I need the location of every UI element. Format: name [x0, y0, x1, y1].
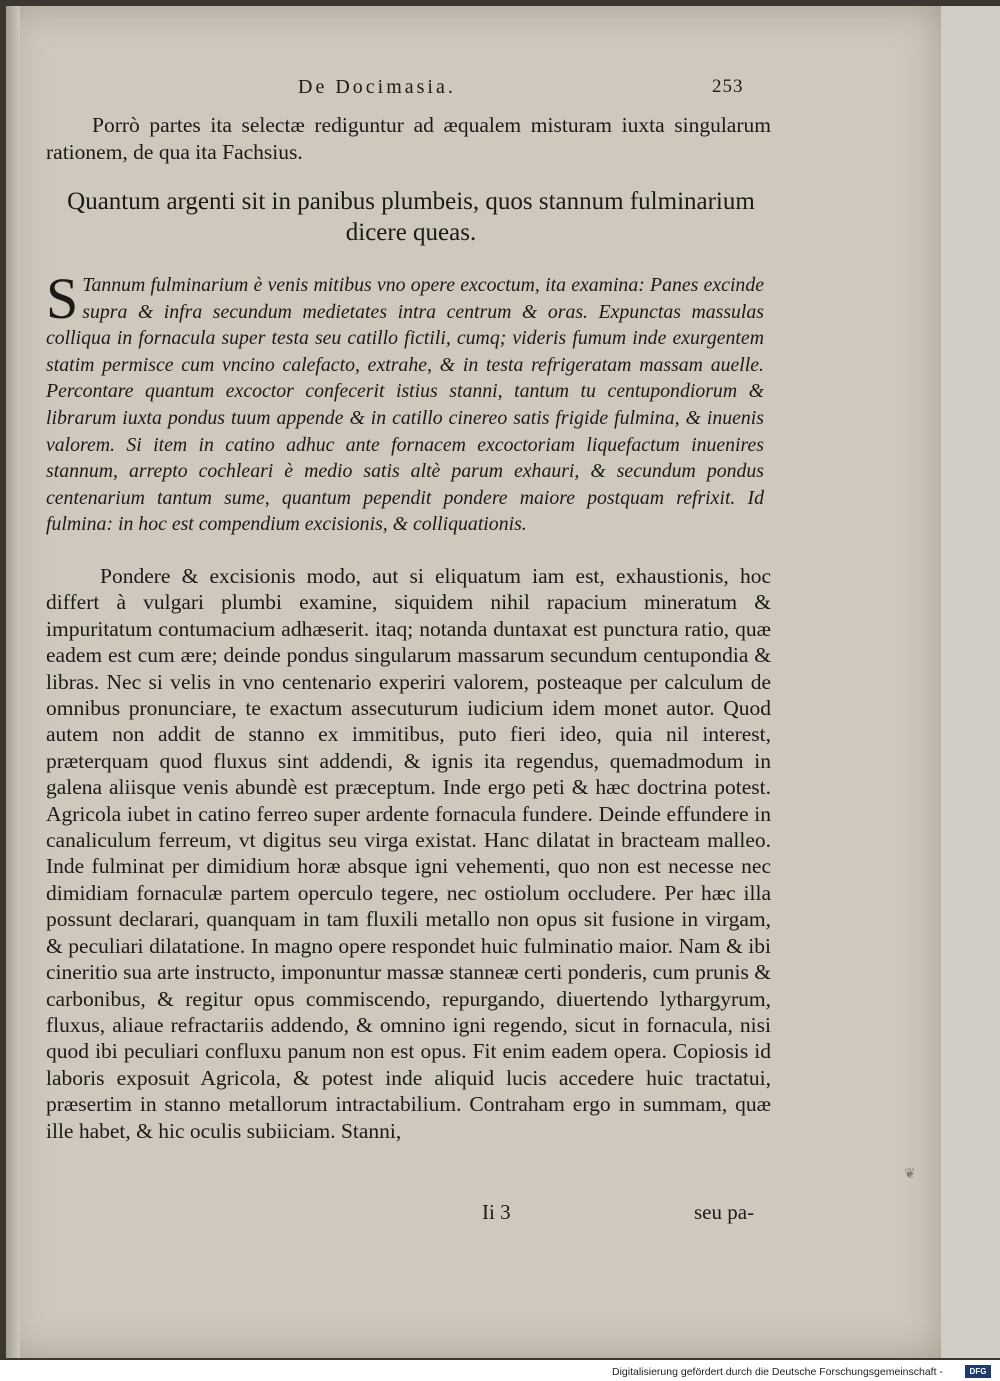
dfg-logo-icon: DFG — [965, 1365, 991, 1378]
page-gutter-shadow — [6, 6, 20, 1358]
quoted-passage-text: Tannum fulminarium è venis mitibus vno opere excoctum, ita examina: Panes excinde supra & infra secundum medietates intra centrum & oras. Expunctas massulas colliqua in fornacula super testa seu catillo fictili, cumq; videris fumum inde exurgentem statim permisce cum vncino calefacto, extrahe, & in testa refrigeratam massam auelle. Percontare quantum excoctor confecerit istius stanni, tantum tu centupondiorum & librarum iuxta pondus tuum appende & in catillo cinereo satis frigide fulmina, & inuenis valorem. Si item in catino adhuc ante fornacem excoctoriam liquefactum inuenires stannum, arrepto cochleari è medio satis altè parum exhauri, & secundum pondus centenarium tantum sume, quantum pependit pondere maiore postquam refrixit. Id fulmina: in hoc est compendium excisionis, & colliquationis. — [46, 274, 764, 536]
quoted-passage — [46, 266, 764, 538]
drop-cap-initial: S — [46, 266, 79, 331]
running-header — [6, 76, 941, 106]
section-heading: Quantum argenti sit in panibus plumbeis, quos stannum fulminarium dicere queas. — [67, 188, 755, 246]
carry-over-paragraph: Porrò partes ita selectæ rediguntur ad æqualem misturam iuxta singularum rationem, de qua ita Fachsius. — [46, 113, 771, 164]
signature-mark: Ii 3 — [482, 1200, 511, 1224]
scan-margin-strip — [941, 6, 1000, 1358]
page-number: 253 — [712, 76, 744, 97]
page-footer — [6, 1200, 941, 1230]
main-paragraph: Pondere & excisionis modo, aut si eliquatum iam est, exhaustionis, hoc differt à vulgari plumbi examine, siquidem nihil rapacium mineratum & impuritatum contumacium adhæserit. itaq; notanda duntaxat est punctura ratio, quæ eadem est cum ære; deinde pondus singularum massarum secundum centupondia & libras. Nec si velis in vno centenario experiri valorem, posteaque per calculum de omnibus pronunciare, te exactum assecuturum iudicium idem monet autor. Quod autem non addit de stanno ex immitibus, puto fieri ideo, quia nil interest, præterquam quod fluxus sint addendi, & ignis ita regendus, quemadmodum in galena aliisque venis abundè est præceptum. Inde ergo peti & hæc doctrina potest. Agricola iubet in catino ferreo super ardente fornacula fundere. Deinde effundere in canaliculum ferreum, vt digitus seu virga existat. Hanc dilatat in bracteam malleo. Inde fulminat per dimidium horæ absque igni vehementi, quo non est necesse nec dimidiam fornaculæ partem operculo tegere, nec ostiolum occludere. Per hæc illa possunt declarari, quanquam in tam fluxili metallo non opus sit fusione in virgam, & peculiari dilatatione. In magno opere respondet huic fulminatio maior. Nam & ibi cineritio sua arte instructo, imponuntur massæ stanneæ certi ponderis, cum prunis & carbonibus, & regitur opus commiscendo, repurgando, diuertendo lythargyrum, fluxus, aliaue refractariis addendo, & omnino igni regendo, sicut in fornacula, nisi quod ibi peculiari confluxu panum non est opus. Fit enim eadem opera. Copiosis id laboris exposuit Agricola, & potest inde aliquid lucis accedere huic tractatui, præsertim in stanno metallorum intractabilium. Contraham ergo in summam, quæ ille habet, & hic oculis subiiciam. Stanni, — [46, 564, 771, 1143]
running-title: De Docimasia. — [298, 76, 456, 98]
book-page — [6, 6, 941, 1358]
digitization-notice: Digitalisierung gefördert durch die Deutsche Forschungsgemeinschaft - — [612, 1366, 943, 1378]
catchword: seu pa- — [694, 1200, 755, 1224]
margin-ornament-icon: ❦ — [904, 1166, 916, 1182]
